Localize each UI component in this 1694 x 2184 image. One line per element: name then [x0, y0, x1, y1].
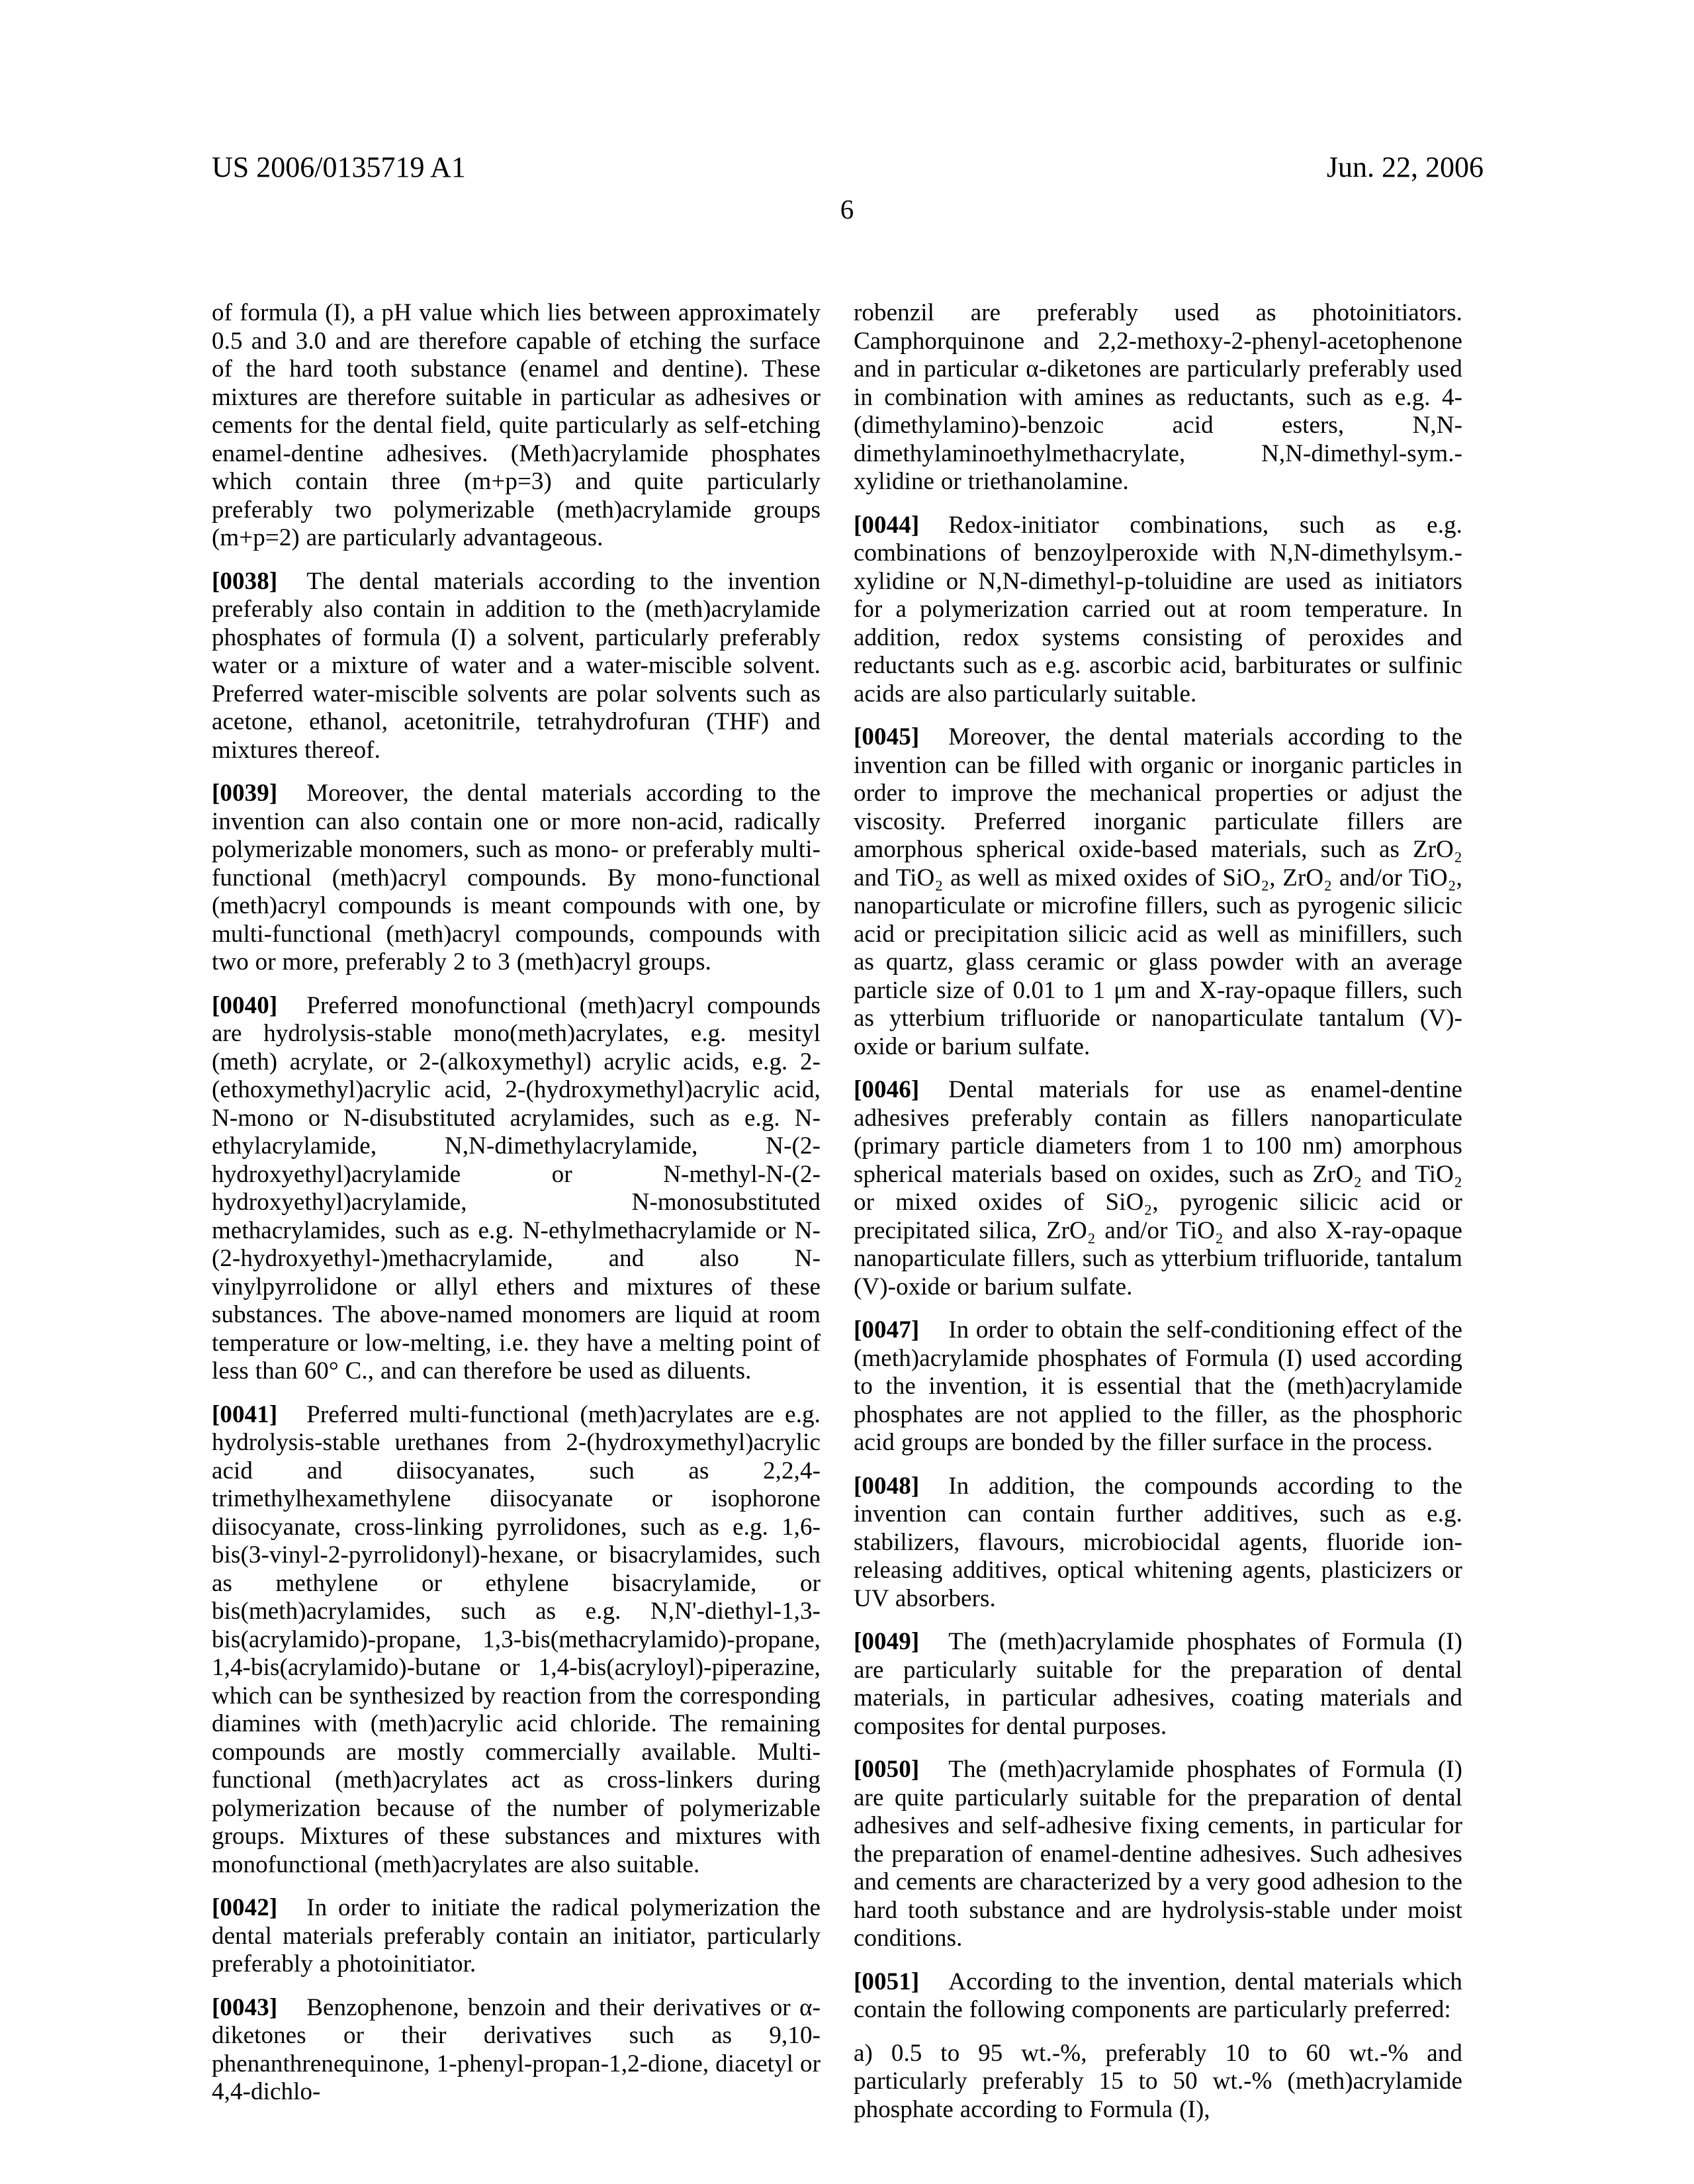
paragraph	[854, 1316, 1462, 1457]
paragraph-number: [0041]	[212, 1400, 278, 1428]
paragraph-text: According to the invention, dental materials which contain the following components are particularly preferred:	[854, 1968, 1462, 2023]
paragraph-number: [0043]	[212, 1993, 278, 2021]
paragraph	[854, 1473, 1462, 1614]
paragraph	[212, 1401, 821, 1880]
paragraph-number: [0045]	[854, 723, 920, 751]
paragraph	[854, 1756, 1462, 1953]
paragraph-text: Preferred multi-functional (meth)acrylates are e.g. hydrolysis-stable urethanes from 2-(hydroxymethyl)acrylic acid and diisocyanates, such as 2,2,4-trimethylhexamethylene diisocyanate or isophorone diisocyanate, cross-linking pyrrolidones, such as e.g. 1,6-bis(3-vinyl-2-pyrrolidonyl)-hexane, or bisacrylamides, such as methylene or ethylene bisacrylamide, or bis(meth)acrylamides, such as e.g. N,N'-diethyl-1,3-bis(acrylamido)-propane, 1,3-bis(methacrylamido)-propane, 1,4-bis(acrylamido)-butane or 1,4-bis(acryloyl)-piperazine, which can be synthesized by reaction from the corresponding diamines with (meth)acrylic acid chloride. The remaining compounds are mostly commercially available. Multi-functional (meth)acrylates act as cross-linkers during polymerization because of the number of polymerizable groups. Mixtures of these substances and mixtures with monofunctional (meth)acrylates are also suitable.	[212, 1400, 821, 1878]
paragraph-text: Moreover, the dental materials according to the invention can be filled with organic or inorganic particles in order to improve the mechanical properties or adjust the viscosity. Preferred inorganic particulate fillers are amorphous spherical oxide-based materials, such as ZrO₂ and TiO₂ as well as mixed oxides of SiO₂, ZrO₂ and/or TiO₂, nanoparticulate or microfine fillers, such as pyrogenic silicic acid or precipitation silicic acid as well as minifillers, such as quartz, glass ceramic or glass powder with an average particle size of 0.01 to 1 μm and X-ray-opaque fillers, such as ytterbium trifluoride or nanoparticulate tantalum (V)-oxide or barium sulfate.	[854, 723, 1462, 1060]
paragraph-text: The dental materials according to the invention preferably also contain in addition to the (meth)acrylamide phosphates of formula (I) a solvent, particularly preferably water or a mixture of water and a water-miscible solvent. Preferred water-miscible solvents are polar solvents such as acetone, ethanol, acetonitrile, tetrahydrofuran (THF) and mixtures thereof.	[212, 567, 821, 764]
paragraph-text: In order to initiate the radical polymerization the dental materials preferably contain an initiator, particularly preferably a photoinitiator.	[212, 1894, 821, 1978]
paragraph	[854, 512, 1462, 709]
tag-spacer	[919, 1493, 948, 1494]
paragraph	[212, 568, 821, 765]
paragraph	[212, 1994, 821, 2107]
paragraph	[212, 992, 821, 1386]
paragraph-number: [0051]	[854, 1968, 920, 1995]
paragraph	[854, 723, 1462, 1061]
left-column	[212, 299, 821, 2107]
tag-spacer	[919, 1337, 948, 1338]
paragraph-number: [0039]	[212, 780, 278, 807]
paragraph-text: of formula (I), a pH value which lies between approximately 0.5 and 3.0 and are therefore capable of etching the surface of the hard tooth substance (enamel and dentine). These mixtures are therefore suitable in particular as adhesives or cements for the dental field, quite particularly as self-etching enamel-dentine adhesives. (Meth)acrylamide phosphates which contain three (m+p=3) and quite particularly preferably two polymerizable (meth)acrylamide groups (m+p=2) are particularly advantageous.	[212, 299, 821, 551]
paragraph-number: [0047]	[854, 1316, 920, 1343]
paragraph-number: [0044]	[854, 511, 920, 539]
paragraph-text: The (meth)acrylamide phosphates of Formula (I) are quite particularly suitable for the preparation of dental adhesives and self-adhesive fixing cements, in particular for the preparation of enamel-dentine adhesives. Such adhesives and cements are characterized by a very good adhesion to the hard tooth substance and are hydrolysis-stable under moist conditions.	[854, 1756, 1462, 1952]
paragraph-text: Preferred monofunctional (meth)acryl compounds are hydrolysis-stable mono(meth)acrylates, e.g. mesityl (meth) acrylate, or 2-(alkoxymethyl) acrylic acids, e.g. 2-(ethoxymethyl)acrylic acid, 2-(hydroxymethyl)acrylic acid, N-mono or N-disubstituted acrylamides, such as e.g. N-ethylacrylamide, N,N-dimethylacrylamide, N-(2-hydroxyethyl)acrylamide or N-methyl-N-(2-hydroxyethyl)acrylamide, N-monosubstituted methacrylamides, such as e.g. N-ethylmethacrylamide or N-(2-hydroxyethyl-)methacrylamide, and also N-vinylpyrrolidone or allyl ethers and mixtures of these substances. The above-named monomers are liquid at room temperature or low-melting, i.e. they have a melting point of less than 60° C., and can therefore be used as diluents.	[212, 991, 821, 1385]
patent-number: US 2006/0135719 A1	[212, 151, 466, 183]
paragraph	[854, 299, 1462, 496]
paragraph	[854, 1628, 1462, 1741]
paragraph-number: [0048]	[854, 1472, 920, 1500]
tag-spacer	[919, 1776, 948, 1777]
paragraph	[212, 1894, 821, 1979]
paragraph-number: [0042]	[212, 1894, 278, 1921]
paragraph-number: [0050]	[854, 1756, 920, 1783]
paragraph	[854, 1968, 1462, 2025]
tag-spacer	[277, 588, 306, 589]
paragraph	[854, 2040, 1462, 2124]
paragraph-text: Moreover, the dental materials according to the invention can also contain one or more non-acid, radically polymerizable monomers, such as mono- or preferably multi-functional (meth)acryl compounds. By mono-functional (meth)acryl compounds is meant compounds with one, by multi-functional (meth)acryl compounds, compounds with two or more, preferably 2 to 3 (meth)acryl groups.	[212, 780, 821, 976]
paragraph-number: [0046]	[854, 1076, 920, 1103]
tag-spacer	[919, 744, 948, 745]
paragraph-text: The (meth)acrylamide phosphates of Formula (I) are particularly suitable for the preparation of dental materials, in particular adhesives, coating materials and composites for dental purposes.	[854, 1628, 1462, 1740]
paragraph-text: In order to obtain the self-conditioning effect of the (meth)acrylamide phosphates of Formula (I) used according to the invention, it is essential that the (meth)acrylamide phosphates are not applied to the filler, as the phosphoric acid groups are bonded by the filler surface in the process.	[854, 1316, 1462, 1456]
paragraph-text: In addition, the compounds according to the invention can contain further additives, such as e.g. stabilizers, flavours, microbiocidal agents, fluoride ion-releasing additives, optical whitening agents, plasticizers or UV absorbers.	[854, 1472, 1462, 1612]
paragraph	[212, 299, 821, 553]
paragraph	[212, 780, 821, 977]
right-column	[854, 299, 1462, 2124]
paragraph-text: robenzil are preferably used as photoinitiators. Camphorquinone and 2,2-methoxy-2-phenyl-acetophenone and in particular α-diketones are particularly preferably used in combination with amines as reductants, such as e.g. 4-(dimethylamino)-benzoic acid esters, N,N-dimethylaminoethylmethacrylate, N,N-dimethyl-sym.-xylidine or triethanolamine.	[854, 299, 1462, 495]
paragraph-number: [0040]	[212, 991, 278, 1019]
page-number: 6	[840, 194, 854, 224]
paragraph-text: a) 0.5 to 95 wt.-%, preferably 10 to 60 wt.-% and particularly preferably 15 to 50 wt.-% (meth)acrylamide phosphate according to Formula (I),	[854, 2039, 1462, 2123]
paragraph-text: Dental materials for use as enamel-dentine adhesives preferably contain as fillers nanoparticulate (primary particle diameters from 1 to 100 nm) amorphous spherical materials based on oxides, such as ZrO₂ and TiO₂ or mixed oxides of SiO₂, pyrogenic silicic acid or precipitated silica, ZrO₂ and/or TiO₂ and also X-ray-opaque nanoparticulate fillers, such as ytterbium trifluoride, tantalum (V)-oxide or barium sulfate.	[854, 1076, 1462, 1300]
tag-spacer	[919, 532, 948, 533]
tag-spacer	[277, 800, 306, 801]
paragraph-number: [0038]	[212, 567, 278, 595]
page-header	[212, 151, 1484, 184]
publication-date: Jun. 22, 2006	[1326, 151, 1484, 183]
paragraph-text: Benzophenone, benzoin and their derivatives or α-diketones or their derivatives such as 9,10-phenanthrenequinone, 1-phenyl-propan-1,2-dione, diacetyl or 4,4-dichlo-	[212, 1993, 821, 2105]
paragraph	[854, 1076, 1462, 1301]
paragraph-number: [0049]	[854, 1628, 920, 1655]
paragraph-text: Redox-initiator combinations, such as e.g. combinations of benzoylperoxide with N,N-dimethylsym.-xylidine or N,N-dimethyl-p-toluidine are used as initiators for a polymerization carried out at room temperature. In addition, redox systems consisting of peroxides and reductants such as e.g. ascorbic acid, barbiturates or sulfinic acids are also particularly suitable.	[854, 511, 1462, 707]
